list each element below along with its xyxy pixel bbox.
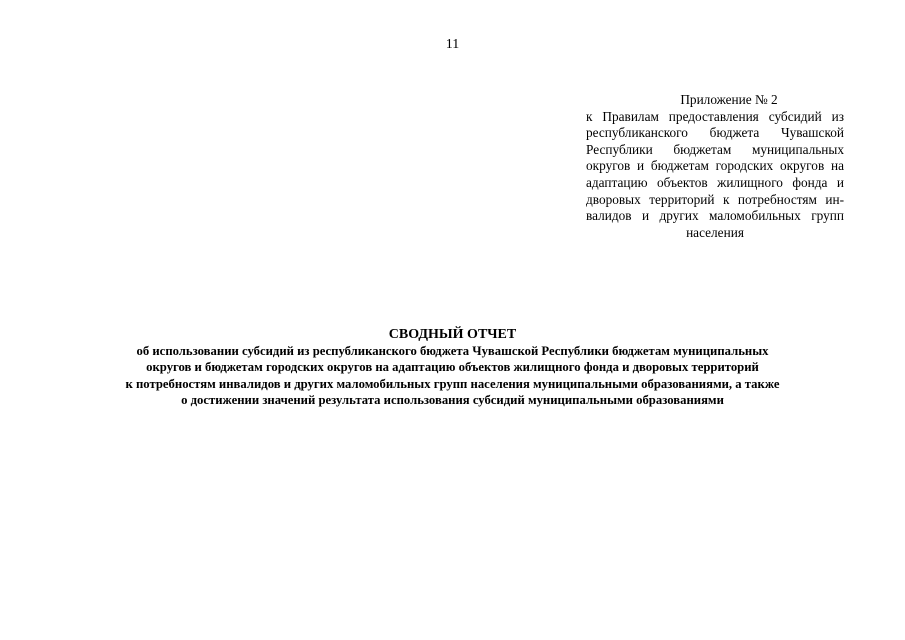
report-subtitle-line: округов и бюджетам городских округов на адаптацию объектов жилищного фонда и дворовых территорий <box>146 360 759 375</box>
report-title: СВОДНЫЙ ОТЧЕТ <box>388 327 517 342</box>
appendix-line: к Правилам предоставления субсидий из <box>586 108 844 124</box>
appendix-line: населения <box>686 224 744 240</box>
appendix-block <box>586 92 844 241</box>
appendix-line: Республики бюджетам муниципальных <box>586 141 844 157</box>
appendix-line: адаптацию объектов жилищного фонда и <box>586 174 844 190</box>
report-heading <box>0 326 905 409</box>
appendix-line: округов и бюджетам городских округов на <box>586 158 844 174</box>
report-subtitle-line: об использовании субсидий из республиканского бюджета Чувашской Республики бюджетам муниципальных <box>136 344 769 358</box>
appendix-line: валидов и других маломобильных групп <box>586 208 844 224</box>
appendix-line: дворовых территорий к потребностям ин- <box>586 191 844 207</box>
appendix-line: республиканского бюджета Чувашской <box>586 125 844 141</box>
report-subtitle-line: к потребностям инвалидов и других маломобильных групп населения муниципальными образованиями, а также <box>125 376 780 391</box>
appendix-title: Приложение № 2 <box>680 92 778 107</box>
report-subtitle-line: о достижении значений результата использования субсидий муниципальными образованиями <box>181 393 724 408</box>
page-number: 11 <box>445 37 460 52</box>
